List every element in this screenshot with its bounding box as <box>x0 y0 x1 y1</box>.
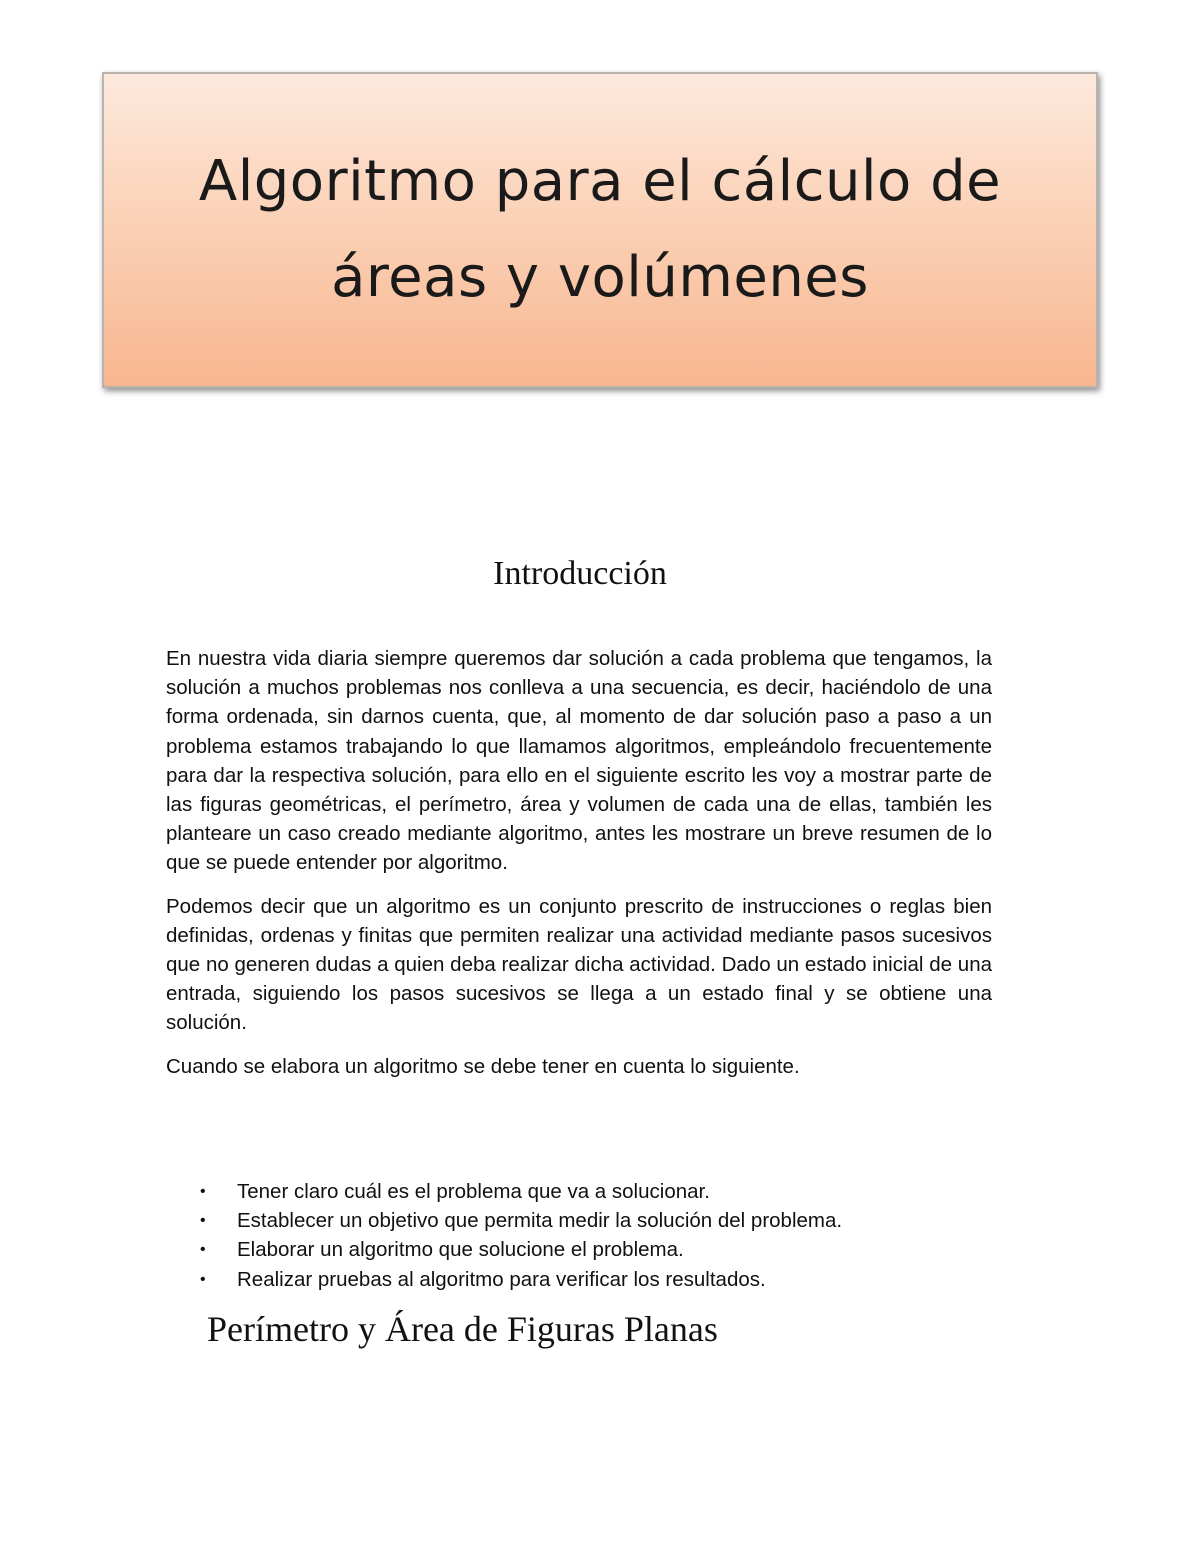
document-title-line-2: áreas y volúmenes <box>331 245 869 310</box>
list-item-text: Establecer un objetivo que permita medir la solución del problema. <box>237 1209 843 1233</box>
paragraph-intro: En nuestra vida diaria siempre queremos dar solución a cada problema que tengamos, la solución a muchos problemas nos conlleva a una secuencia, es decir, haciéndolo de una forma ordenada, sin darnos cuenta, que, al momento de dar solución paso a paso a un problema estamos trabajando lo que llamamos algoritmos, empleándolo frecuentemente para dar la respectiva solución, para ello en el siguiente escrito les voy a mostrar parte de las figuras geométricas, el perímetro, área y volumen de cada una de ellas, también les planteare un caso creado mediante algoritmo, antes les mostrare un breve resumen de lo que se puede entender por algoritmo. <box>166 647 992 875</box>
list-item-text: Realizar pruebas al algoritmo para verificar los resultados. <box>237 1267 766 1291</box>
document-title-line-1: Algoritmo para el cálculo de <box>198 149 1002 214</box>
bullet-icon: • <box>200 1183 206 1200</box>
paragraph-definition: Podemos decir que un algoritmo es un conjunto prescrito de instrucciones o reglas bien definidas, ordenas y finitas que permiten realizar una actividad mediante pasos sucesivos que no generen dudas a quien deba realizar dicha actividad. Dado un estado inicial de una entrada, siguiendo los pasos sucesivos se llega a un estado final y se obtiene una solución. <box>166 894 992 1035</box>
list-item <box>200 1206 842 1235</box>
title-banner <box>102 72 1098 388</box>
list-item <box>200 1177 842 1206</box>
paragraph-considerations: Cuando se elabora un algoritmo se debe tener en cuenta lo siguiente. <box>166 1054 800 1078</box>
list-item-text: Tener claro cuál es el problema que va a solucionar. <box>237 1180 710 1203</box>
list-item-text: Elaborar un algoritmo que solucione el problema. <box>237 1238 684 1262</box>
intro-body <box>166 644 992 1095</box>
list-item <box>200 1265 842 1294</box>
intro-heading: Introducción <box>493 555 667 592</box>
list-item <box>200 1235 842 1264</box>
considerations-list <box>200 1177 842 1294</box>
bullet-icon: • <box>200 1241 206 1259</box>
section-heading: Perímetro y Área de Figuras Planas <box>207 1309 718 1349</box>
bullet-icon: • <box>200 1270 206 1288</box>
bullet-icon: • <box>200 1212 206 1230</box>
